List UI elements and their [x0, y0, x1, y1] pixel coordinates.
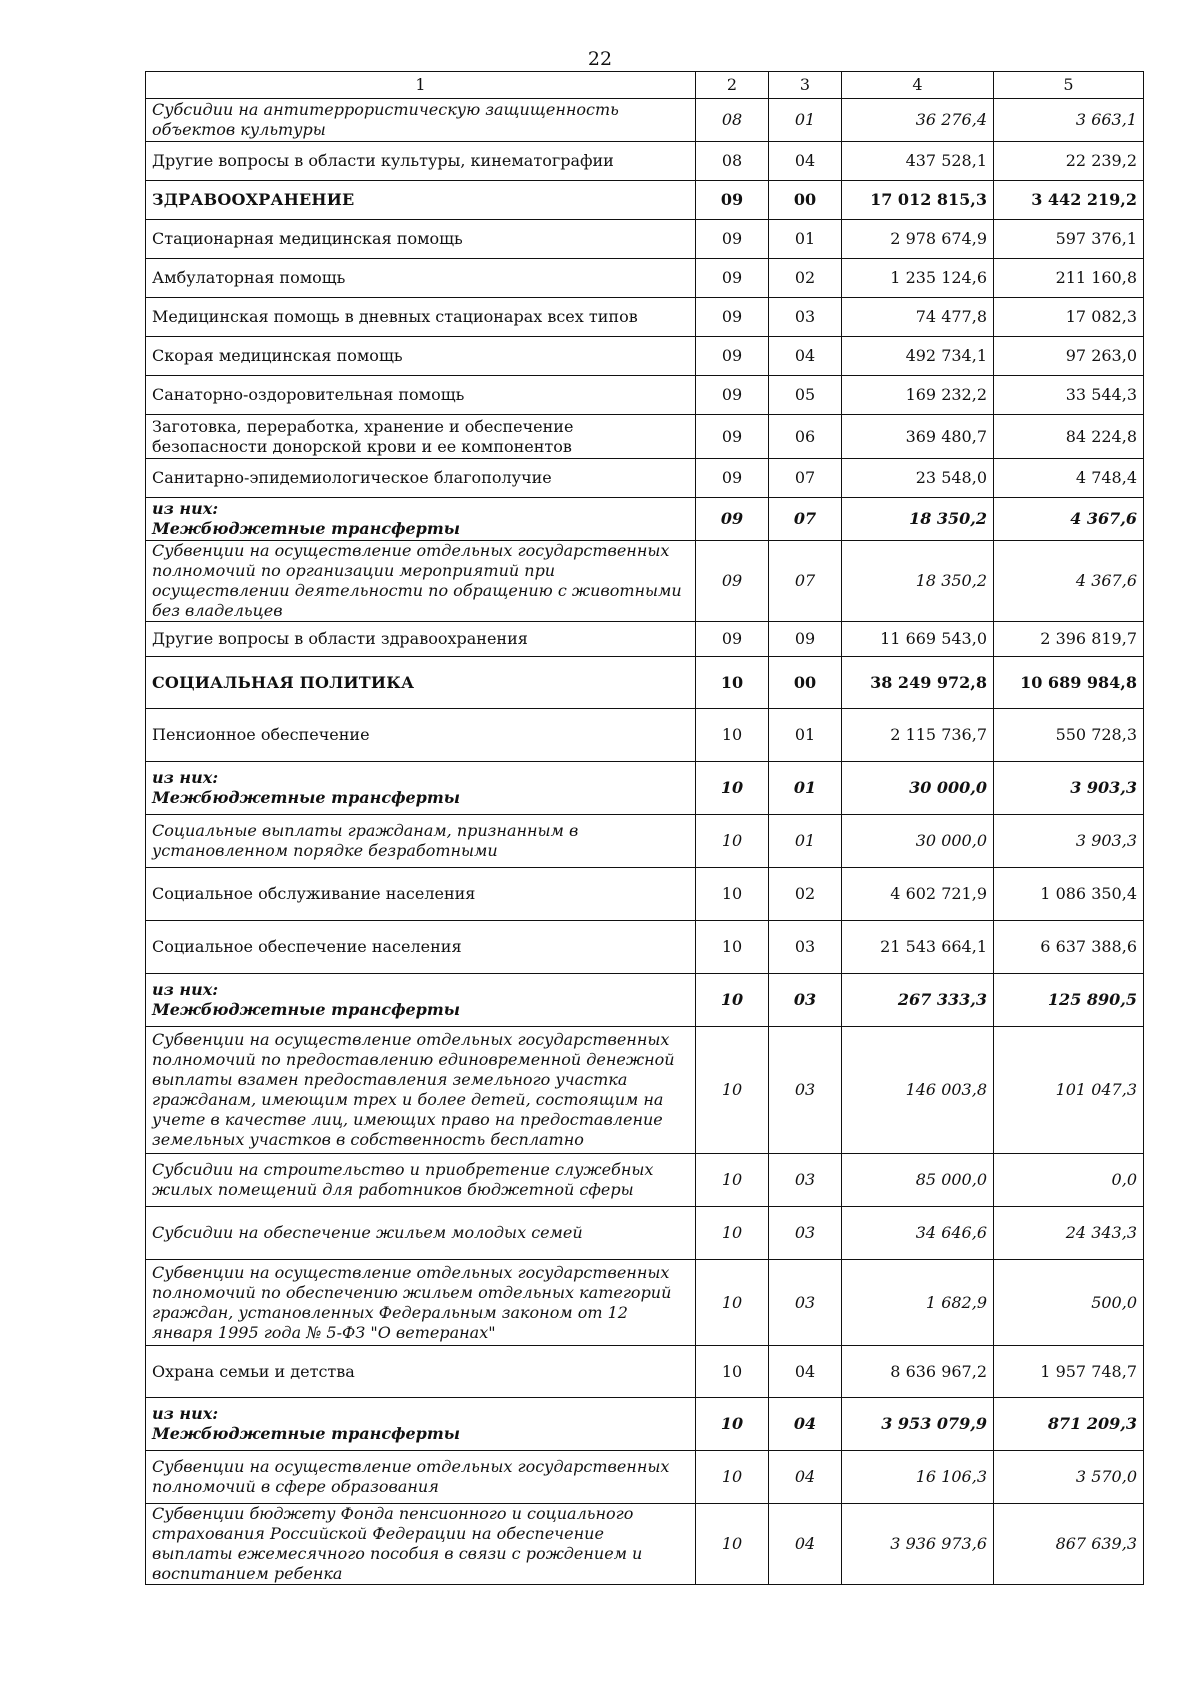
row-name: Амбулаторная помощь: [152, 268, 346, 287]
section-code: 10: [696, 1346, 769, 1398]
table-row: [146, 1398, 1144, 1451]
subsection-code: 01: [769, 762, 842, 815]
table-row: [146, 657, 1144, 709]
amount-actual: 84 224,8: [994, 415, 1144, 459]
row-name: Стационарная медицинская помощь: [152, 229, 463, 248]
table-row: [146, 622, 1144, 657]
row-name-cell: [146, 337, 696, 376]
table-row: [146, 1260, 1144, 1346]
amount-actual: 1 086 350,4: [994, 868, 1144, 921]
table-row: [146, 868, 1144, 921]
table-row: [146, 298, 1144, 337]
subsection-code: 03: [769, 1207, 842, 1260]
amount-actual: 0,0: [994, 1154, 1144, 1207]
row-name: Заготовка, переработка, хранение и обеспечение безопасности донорской крови и ее компонентов: [152, 416, 574, 456]
row-name-cell: [146, 220, 696, 259]
amount-actual: 3 442 219,2: [994, 181, 1144, 220]
amount-plan: 4 602 721,9: [842, 868, 994, 921]
table-row: [146, 459, 1144, 498]
amount-actual: 97 263,0: [994, 337, 1144, 376]
row-name-cell: [146, 1207, 696, 1260]
row-name-cell: [146, 541, 696, 622]
row-name: Субвенции бюджету Фонда пенсионного и социального страхования Российской Федерации на обеспечение выплаты ежемесячного пособия в связи с рождением и воспитанием ребенка: [152, 1504, 643, 1583]
subsection-code: 05: [769, 376, 842, 415]
amount-plan: 18 350,2: [842, 498, 994, 541]
subsection-code: 02: [769, 259, 842, 298]
amount-plan: 2 978 674,9: [842, 220, 994, 259]
table-row: [146, 1027, 1144, 1154]
amount-plan: 3 953 079,9: [842, 1398, 994, 1451]
amount-plan: 85 000,0: [842, 1154, 994, 1207]
amount-actual: 17 082,3: [994, 298, 1144, 337]
amount-plan: 34 646,6: [842, 1207, 994, 1260]
table-row: [146, 1346, 1144, 1398]
section-code: 10: [696, 1260, 769, 1346]
amount-actual: 867 639,3: [994, 1504, 1144, 1585]
section-code: 10: [696, 709, 769, 762]
amount-actual: 3 903,3: [994, 815, 1144, 868]
row-prefix: из них:: [152, 1404, 219, 1423]
row-name: Другие вопросы в области здравоохранения: [152, 629, 528, 648]
table-row: [146, 974, 1144, 1027]
amount-actual: 6 637 388,6: [994, 921, 1144, 974]
table-row: [146, 1207, 1144, 1260]
section-code: 09: [696, 415, 769, 459]
amount-actual: 550 728,3: [994, 709, 1144, 762]
section-code: 10: [696, 1154, 769, 1207]
amount-actual: 24 343,3: [994, 1207, 1144, 1260]
amount-plan: 74 477,8: [842, 298, 994, 337]
subsection-code: 03: [769, 974, 842, 1027]
table-row: [146, 337, 1144, 376]
row-name-cell: [146, 498, 696, 541]
budget-table: [145, 71, 1144, 1585]
table-row: [146, 498, 1144, 541]
amount-actual: 500,0: [994, 1260, 1144, 1346]
row-name: СОЦИАЛЬНАЯ ПОЛИТИКА: [152, 672, 415, 692]
subsection-code: 01: [769, 99, 842, 142]
row-prefix: из них:: [152, 980, 219, 999]
table-row: [146, 220, 1144, 259]
row-name-cell: [146, 181, 696, 220]
amount-plan: 23 548,0: [842, 459, 994, 498]
amount-actual: 4 748,4: [994, 459, 1144, 498]
amount-plan: 2 115 736,7: [842, 709, 994, 762]
row-name-cell: [146, 1398, 696, 1451]
row-name: Субвенции на осуществление отдельных государственных полномочий в сфере образования: [152, 1457, 670, 1496]
amount-actual: 22 239,2: [994, 142, 1144, 181]
amount-actual: 4 367,6: [994, 541, 1144, 622]
amount-actual: 101 047,3: [994, 1027, 1144, 1154]
section-code: 09: [696, 220, 769, 259]
row-name: ЗДРАВООХРАНЕНИЕ: [152, 190, 355, 209]
table-row: [146, 376, 1144, 415]
row-name: Социальное обслуживание населения: [152, 884, 476, 903]
section-code: 10: [696, 815, 769, 868]
row-name: Межбюджетные трансферты: [152, 1000, 461, 1019]
subsection-code: 04: [769, 1504, 842, 1585]
section-code: 08: [696, 99, 769, 142]
row-name: Охрана семьи и детства: [152, 1361, 355, 1381]
amount-plan: 8 636 967,2: [842, 1346, 994, 1398]
subsection-code: 01: [769, 220, 842, 259]
subsection-code: 03: [769, 1027, 842, 1154]
amount-actual: 2 396 819,7: [994, 622, 1144, 657]
amount-actual: 3 570,0: [994, 1451, 1144, 1504]
subsection-code: 04: [769, 337, 842, 376]
header-col-2: 2: [696, 72, 769, 99]
row-name-cell: [146, 762, 696, 815]
row-name: Санитарно-эпидемиологическое благополучие: [152, 468, 552, 487]
row-name: Межбюджетные трансферты: [152, 788, 461, 807]
amount-plan: 36 276,4: [842, 99, 994, 142]
subsection-code: 04: [769, 1398, 842, 1451]
row-name-cell: [146, 921, 696, 974]
table-row: [146, 181, 1144, 220]
row-name: Межбюджетные трансферты: [152, 519, 461, 538]
row-name: Субсидии на обеспечение жильем молодых семей: [152, 1223, 583, 1242]
row-name-cell: [146, 622, 696, 657]
amount-actual: 4 367,6: [994, 498, 1144, 541]
row-name-cell: [146, 1154, 696, 1207]
amount-actual: 871 209,3: [994, 1398, 1144, 1451]
table-row: [146, 415, 1144, 459]
header-col-4: 4: [842, 72, 994, 99]
amount-plan: 21 543 664,1: [842, 921, 994, 974]
subsection-code: 03: [769, 298, 842, 337]
amount-actual: 125 890,5: [994, 974, 1144, 1027]
row-name: Другие вопросы в области культуры, кинематографии: [152, 151, 614, 170]
row-name-cell: [146, 298, 696, 337]
row-name-cell: [146, 142, 696, 181]
section-code: 09: [696, 498, 769, 541]
amount-plan: 18 350,2: [842, 541, 994, 622]
subsection-code: 01: [769, 815, 842, 868]
row-name-cell: [146, 1027, 696, 1154]
amount-plan: 11 669 543,0: [842, 622, 994, 657]
amount-actual: 597 376,1: [994, 220, 1144, 259]
amount-actual: 3 903,3: [994, 762, 1144, 815]
table-row: [146, 259, 1144, 298]
subsection-code: 06: [769, 415, 842, 459]
section-code: 08: [696, 142, 769, 181]
table-row: [146, 815, 1144, 868]
subsection-code: 01: [769, 709, 842, 762]
row-name-cell: [146, 657, 696, 709]
row-name-cell: [146, 415, 696, 459]
subsection-code: 04: [769, 142, 842, 181]
row-name: Медицинская помощь в дневных стационарах всех типов: [152, 307, 638, 326]
row-name: Санаторно-оздоровительная помощь: [152, 385, 465, 404]
row-name-cell: [146, 868, 696, 921]
table-row: [146, 762, 1144, 815]
table-header-row: [146, 72, 1144, 99]
amount-plan: 369 480,7: [842, 415, 994, 459]
row-name-cell: [146, 459, 696, 498]
section-code: 10: [696, 974, 769, 1027]
section-code: 09: [696, 376, 769, 415]
subsection-code: 07: [769, 541, 842, 622]
subsection-code: 03: [769, 1260, 842, 1346]
section-code: 09: [696, 622, 769, 657]
amount-plan: 17 012 815,3: [842, 181, 994, 220]
amount-plan: 169 232,2: [842, 376, 994, 415]
table-row: [146, 142, 1144, 181]
subsection-code: 04: [769, 1346, 842, 1398]
subsection-code: 00: [769, 181, 842, 220]
row-name: Субвенции на осуществление отдельных государственных полномочий по предоставлению единовременной денежной выплаты взамен предоставления земельного участка гражданам, имеющим трех и более детей, состоящим на учете в качестве лиц, имеющих право на предоставление земельных участков в собственность бесплатно: [152, 1030, 675, 1149]
section-code: 09: [696, 459, 769, 498]
table-row: [146, 1451, 1144, 1504]
section-code: 10: [696, 1398, 769, 1451]
row-name: Субвенции на осуществление отдельных государственных полномочий по организации мероприятий при осуществлении деятельности по обращению с животными без владельцев: [152, 541, 682, 620]
row-name-cell: [146, 815, 696, 868]
section-code: 10: [696, 921, 769, 974]
header-col-1: 1: [146, 72, 696, 99]
subsection-code: 07: [769, 498, 842, 541]
table-row: [146, 1504, 1144, 1585]
row-name-cell: [146, 1504, 696, 1585]
amount-plan: 38 249 972,8: [842, 657, 994, 709]
row-name-cell: [146, 709, 696, 762]
subsection-code: 04: [769, 1451, 842, 1504]
amount-plan: 16 106,3: [842, 1451, 994, 1504]
section-code: 10: [696, 1504, 769, 1585]
amount-actual: 1 957 748,7: [994, 1346, 1144, 1398]
table-row: [146, 709, 1144, 762]
row-name-cell: [146, 99, 696, 142]
amount-plan: 30 000,0: [842, 762, 994, 815]
row-prefix: из них:: [152, 499, 219, 518]
subsection-code: 02: [769, 868, 842, 921]
section-code: 10: [696, 1207, 769, 1260]
row-name: Субсидии на антитеррористическую защищенность объектов культуры: [152, 100, 619, 139]
table-row: [146, 99, 1144, 142]
subsection-code: 03: [769, 1154, 842, 1207]
subsection-code: 03: [769, 921, 842, 974]
subsection-code: 07: [769, 459, 842, 498]
amount-plan: 1 235 124,6: [842, 259, 994, 298]
header-col-5: 5: [994, 72, 1144, 99]
amount-actual: 211 160,8: [994, 259, 1144, 298]
table-row: [146, 1154, 1144, 1207]
amount-actual: 10 689 984,8: [994, 657, 1144, 709]
row-name-cell: [146, 1346, 696, 1398]
subsection-code: 00: [769, 657, 842, 709]
amount-plan: 3 936 973,6: [842, 1504, 994, 1585]
table-row: [146, 541, 1144, 622]
section-code: 09: [696, 298, 769, 337]
row-name-cell: [146, 1451, 696, 1504]
row-name: Субсидии на строительство и приобретение служебных жилых помещений для работников бюджетной сферы: [152, 1160, 654, 1199]
amount-actual: 33 544,3: [994, 376, 1144, 415]
page-number: 22: [587, 48, 613, 70]
row-name: Межбюджетные трансферты: [152, 1424, 461, 1443]
amount-actual: 3 663,1: [994, 99, 1144, 142]
section-code: 10: [696, 657, 769, 709]
row-name-cell: [146, 974, 696, 1027]
section-code: 09: [696, 259, 769, 298]
section-code: 09: [696, 541, 769, 622]
table-body: [146, 99, 1144, 1585]
section-code: 10: [696, 762, 769, 815]
subsection-code: 09: [769, 622, 842, 657]
row-name-cell: [146, 376, 696, 415]
row-name: Социальное обеспечение населения: [152, 937, 462, 956]
row-name: Пенсионное обеспечение: [152, 725, 370, 744]
section-code: 10: [696, 1027, 769, 1154]
amount-plan: 1 682,9: [842, 1260, 994, 1346]
header-col-3: 3: [769, 72, 842, 99]
amount-plan: 437 528,1: [842, 142, 994, 181]
section-code: 09: [696, 337, 769, 376]
section-code: 10: [696, 868, 769, 921]
amount-plan: 30 000,0: [842, 815, 994, 868]
row-name: Скорая медицинская помощь: [152, 346, 403, 365]
section-code: 09: [696, 181, 769, 220]
amount-plan: 267 333,3: [842, 974, 994, 1027]
amount-plan: 146 003,8: [842, 1027, 994, 1154]
table-row: [146, 921, 1144, 974]
row-name-cell: [146, 1260, 696, 1346]
section-code: 10: [696, 1451, 769, 1504]
row-name: Субвенции на осуществление отдельных государственных полномочий по обеспечению жильем отдельных категорий граждан, установленных Федеральным законом от 12 января 1995 года № 5-ФЗ "О ветеранах": [152, 1262, 672, 1342]
row-name: Социальные выплаты гражданам, признанным в установленном порядке безработными: [152, 821, 579, 860]
row-prefix: из них:: [152, 768, 219, 787]
row-name-cell: [146, 259, 696, 298]
amount-plan: 492 734,1: [842, 337, 994, 376]
